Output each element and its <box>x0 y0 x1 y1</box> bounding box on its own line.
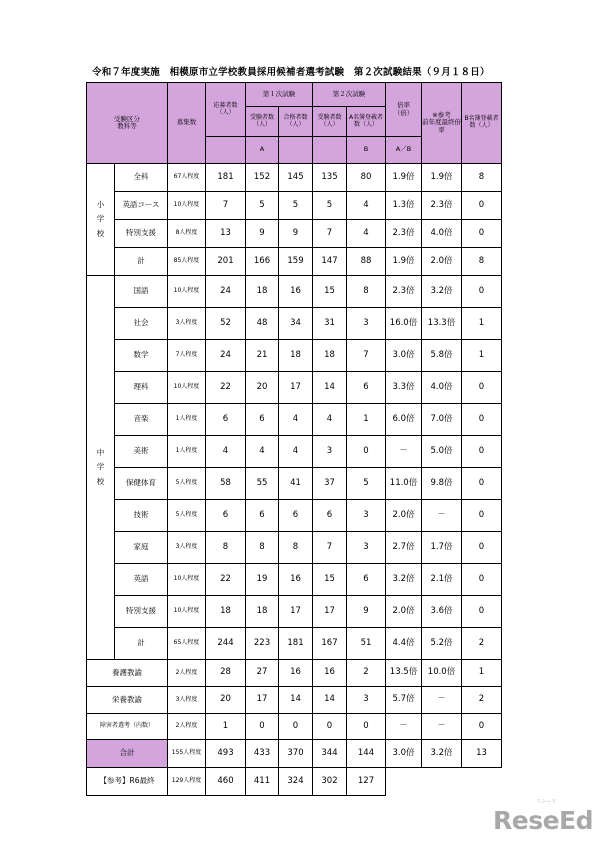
recruit-cell: 3人程度 <box>168 532 206 564</box>
applicants-cell: 4 <box>206 436 246 468</box>
applicants-cell: 58 <box>206 468 246 500</box>
t1-cell: 19 <box>246 564 279 596</box>
applicants-cell: 13 <box>206 220 246 248</box>
applicants-cell: 7 <box>206 192 246 220</box>
t1-cell: 152 <box>246 164 279 192</box>
p1-cell: 17 <box>279 372 313 404</box>
t1-cell: 433 <box>246 740 279 768</box>
b-cell: 0 <box>462 372 502 404</box>
a-cell: 5 <box>347 468 386 500</box>
a-cell: 6 <box>347 564 386 596</box>
t1-cell: 411 <box>246 768 279 796</box>
t2-cell: 14 <box>313 687 347 714</box>
recruit-cell: 155人程度 <box>168 740 206 768</box>
header-category <box>87 83 168 164</box>
subject-cell: 英語 <box>115 564 168 596</box>
t2-cell: 167 <box>313 628 347 660</box>
group-label-char: 学 <box>96 462 105 472</box>
b-cell: 0 <box>462 220 502 248</box>
ratio-cell: 3.2倍 <box>386 564 422 596</box>
ratio-cell: 2.0倍 <box>386 500 422 532</box>
p1-cell: 16 <box>279 564 313 596</box>
prev-cell: 7.0倍 <box>422 404 462 436</box>
t2-cell: 302 <box>313 768 347 796</box>
p1-cell: 159 <box>279 248 313 276</box>
b-cell: 0 <box>462 436 502 468</box>
t2-cell: 16 <box>313 660 347 687</box>
t1-cell: 223 <box>246 628 279 660</box>
header-applicants: 応募者数（人） <box>206 83 246 137</box>
prev-cell: 1.9倍 <box>422 164 462 192</box>
p1-cell: 41 <box>279 468 313 500</box>
table-row <box>87 404 502 436</box>
a-cell: 9 <box>347 596 386 628</box>
recruit-cell: 129人程度 <box>168 768 206 796</box>
p1-cell: 4 <box>279 436 313 468</box>
b-cell: 0 <box>462 404 502 436</box>
ratio-cell: 2.7倍 <box>386 532 422 564</box>
header-category-line2: 教科等 <box>117 122 137 130</box>
t2-cell: 17 <box>313 596 347 628</box>
p1-cell: 17 <box>279 596 313 628</box>
ratio-cell: 3.3倍 <box>386 372 422 404</box>
header-second-takers: 受験者数（人） <box>313 107 347 137</box>
table-body <box>87 83 502 796</box>
t2-cell: 0 <box>313 714 347 740</box>
subject-cell: 【参考】R6最終 <box>87 768 168 796</box>
recruit-cell: 85人程度 <box>168 248 206 276</box>
group-label-junior <box>87 276 115 660</box>
t2-cell: 7 <box>313 532 347 564</box>
prev-cell: 4.0倍 <box>422 372 462 404</box>
resed-logo: ReseEd <box>493 806 594 835</box>
header-first-exam: 第１次試験 <box>246 83 313 107</box>
header-mark-a: A <box>246 137 279 164</box>
ratio-cell: 4.4倍 <box>386 628 422 660</box>
prev-cell: 5.8倍 <box>422 340 462 372</box>
ratio-cell: 13.5倍 <box>386 660 422 687</box>
header-ratio-line2: （倍） <box>393 108 414 117</box>
blank-cell <box>386 768 502 796</box>
ratio-cell: 3.0倍 <box>386 340 422 372</box>
b-cell: 0 <box>462 564 502 596</box>
recruit-cell: 10人程度 <box>168 276 206 308</box>
table-row <box>87 500 502 532</box>
ratio-cell: 5.7倍 <box>386 687 422 714</box>
header-first-takers: 受験者数（人） <box>246 107 279 137</box>
applicants-cell: 201 <box>206 248 246 276</box>
applicants-cell: 22 <box>206 372 246 404</box>
group-label-char: 校 <box>96 228 105 238</box>
t1-cell: 6 <box>246 404 279 436</box>
p1-cell: 9 <box>279 220 313 248</box>
b-cell: 0 <box>462 192 502 220</box>
a-cell: 7 <box>347 340 386 372</box>
ratio-cell: 11.0倍 <box>386 468 422 500</box>
ratio-cell: 1.3倍 <box>386 192 422 220</box>
applicants-cell: 181 <box>206 164 246 192</box>
t2-cell: 344 <box>313 740 347 768</box>
subject-cell: 全科 <box>115 164 168 192</box>
b-cell: 2 <box>462 687 502 714</box>
recruit-cell: 10人程度 <box>168 564 206 596</box>
ratio-cell: 1.9倍 <box>386 248 422 276</box>
table-row <box>87 436 502 468</box>
a-cell: 3 <box>347 500 386 532</box>
subject-cell: 理科 <box>115 372 168 404</box>
header-ratio <box>386 83 422 137</box>
header-recruit: 募集数 <box>168 83 206 164</box>
table-row <box>87 248 502 276</box>
recruit-cell: 10人程度 <box>168 192 206 220</box>
header-ref-line2: 前年度最終倍率 <box>422 118 461 134</box>
header-mark-b: B <box>347 137 386 164</box>
recruit-cell: 65人程度 <box>168 628 206 660</box>
b-cell: 0 <box>462 276 502 308</box>
t1-cell: 0 <box>246 714 279 740</box>
table-row <box>87 164 502 192</box>
b-cell: 13 <box>462 740 502 768</box>
p1-cell: 0 <box>279 714 313 740</box>
a-cell: 0 <box>347 436 386 468</box>
applicants-cell: 52 <box>206 308 246 340</box>
recruit-cell: 3人程度 <box>168 308 206 340</box>
table-row <box>87 532 502 564</box>
header-ratio-line1: 倍率 <box>397 101 410 110</box>
p1-cell: 324 <box>279 768 313 796</box>
ratio-cell: 16.0倍 <box>386 308 422 340</box>
recruit-cell: 5人程度 <box>168 468 206 500</box>
a-cell: 80 <box>347 164 386 192</box>
p1-cell: 8 <box>279 532 313 564</box>
a-cell: 127 <box>347 768 386 796</box>
prev-cell: 13.3倍 <box>422 308 462 340</box>
t2-cell: 37 <box>313 468 347 500</box>
applicants-cell: 6 <box>206 404 246 436</box>
a-cell: 51 <box>347 628 386 660</box>
a-cell: 0 <box>347 714 386 740</box>
a-cell: 4 <box>347 220 386 248</box>
applicants-cell: 20 <box>206 687 246 714</box>
ratio-cell: － <box>386 714 422 740</box>
recruit-cell: 2人程度 <box>168 660 206 687</box>
b-cell: 2 <box>462 628 502 660</box>
t1-cell: 17 <box>246 687 279 714</box>
group-label-elementary <box>87 164 115 276</box>
b-cell: 1 <box>462 660 502 687</box>
reference-row <box>87 768 502 796</box>
prev-cell: 4.0倍 <box>422 220 462 248</box>
applicants-cell: 8 <box>206 532 246 564</box>
header-mark-ab: A／B <box>386 137 422 164</box>
applicants-cell: 6 <box>206 500 246 532</box>
prev-cell: 3.2倍 <box>422 740 462 768</box>
b-cell: 1 <box>462 308 502 340</box>
t1-cell: 9 <box>246 220 279 248</box>
t2-cell: 4 <box>313 404 347 436</box>
ratio-cell: 1.9倍 <box>386 164 422 192</box>
b-cell: 8 <box>462 248 502 276</box>
t1-cell: 55 <box>246 468 279 500</box>
prev-cell: － <box>422 500 462 532</box>
t2-cell: 7 <box>313 220 347 248</box>
t1-cell: 8 <box>246 532 279 564</box>
b-cell: 8 <box>462 164 502 192</box>
applicants-cell: 244 <box>206 628 246 660</box>
prev-cell: 5.0倍 <box>422 436 462 468</box>
header-prev-ratio <box>422 83 462 164</box>
b-cell: 0 <box>462 714 502 740</box>
header-category-line1: 受験区分 <box>114 114 140 123</box>
prev-cell: 5.2倍 <box>422 628 462 660</box>
recruit-cell: 8人程度 <box>168 220 206 248</box>
applicants-cell: 28 <box>206 660 246 687</box>
recruit-cell: 1人程度 <box>168 404 206 436</box>
prev-cell: 1.7倍 <box>422 532 462 564</box>
applicants-cell: 24 <box>206 340 246 372</box>
recruit-cell: 10人程度 <box>168 596 206 628</box>
ratio-cell: 2.3倍 <box>386 276 422 308</box>
ratio-cell: 6.0倍 <box>386 404 422 436</box>
applicants-cell: 460 <box>206 768 246 796</box>
table-row <box>87 564 502 596</box>
subject-cell: 社会 <box>115 308 168 340</box>
group-label-char: 学 <box>96 214 105 224</box>
p1-cell: 4 <box>279 404 313 436</box>
p1-cell: 145 <box>279 164 313 192</box>
t2-cell: 14 <box>313 372 347 404</box>
t2-cell: 31 <box>313 308 347 340</box>
table-row <box>87 192 502 220</box>
subject-cell: 特別支援 <box>115 220 168 248</box>
header-blank-passers <box>279 137 313 164</box>
t1-cell: 6 <box>246 500 279 532</box>
p1-cell: 16 <box>279 276 313 308</box>
p1-cell: 16 <box>279 660 313 687</box>
t1-cell: 4 <box>246 436 279 468</box>
subject-cell: 美術 <box>115 436 168 468</box>
total-row <box>87 740 502 768</box>
t2-cell: 18 <box>313 340 347 372</box>
t1-cell: 20 <box>246 372 279 404</box>
t1-cell: 5 <box>246 192 279 220</box>
table-row <box>87 596 502 628</box>
applicants-cell: 1 <box>206 714 246 740</box>
p1-cell: 14 <box>279 687 313 714</box>
p1-cell: 18 <box>279 340 313 372</box>
header-first-passers: 合格者数（人） <box>279 107 313 137</box>
header-blank-second <box>313 137 347 164</box>
ratio-cell: 3.0倍 <box>386 740 422 768</box>
t2-cell: 15 <box>313 276 347 308</box>
logo-subtext: リシード <box>536 799 557 805</box>
document-title: 令和７年度実施 相模原市立学校教員採用候補者選考試験 第２次試験結果（９月１８日） <box>92 67 490 78</box>
table-row <box>87 308 502 340</box>
subject-cell: 計 <box>115 248 168 276</box>
t2-cell: 6 <box>313 500 347 532</box>
recruit-cell: 10人程度 <box>168 372 206 404</box>
ratio-cell: 2.0倍 <box>386 596 422 628</box>
prev-cell: 9.8倍 <box>422 468 462 500</box>
t2-cell: 135 <box>313 164 347 192</box>
group-label-char: 校 <box>96 476 105 486</box>
p1-cell: 5 <box>279 192 313 220</box>
header-ref-line1: ※参考 <box>432 110 451 119</box>
table-row <box>87 714 502 740</box>
prev-cell: 2.1倍 <box>422 564 462 596</box>
t2-cell: 5 <box>313 192 347 220</box>
a-cell: 4 <box>347 192 386 220</box>
recruit-cell: 1人程度 <box>168 436 206 468</box>
table-row <box>87 687 502 714</box>
applicants-cell: 18 <box>206 596 246 628</box>
prev-cell: － <box>422 687 462 714</box>
t2-cell: 147 <box>313 248 347 276</box>
p1-cell: 34 <box>279 308 313 340</box>
subject-cell: 音楽 <box>115 404 168 436</box>
a-cell: 3 <box>347 532 386 564</box>
a-cell: 144 <box>347 740 386 768</box>
ratio-cell: 2.3倍 <box>386 220 422 248</box>
results-table <box>86 82 502 796</box>
a-cell: 8 <box>347 276 386 308</box>
recruit-cell: 5人程度 <box>168 500 206 532</box>
subject-cell: 計 <box>115 628 168 660</box>
applicants-cell: 493 <box>206 740 246 768</box>
t2-cell: 15 <box>313 564 347 596</box>
recruit-cell: 2人程度 <box>168 714 206 740</box>
t1-cell: 166 <box>246 248 279 276</box>
t1-cell: 27 <box>246 660 279 687</box>
subject-cell: 養護教諭 <box>87 660 168 687</box>
group-label-char: 小 <box>96 200 105 210</box>
table-row <box>87 220 502 248</box>
applicants-cell: 24 <box>206 276 246 308</box>
prev-cell: － <box>422 714 462 740</box>
prev-cell: 2.3倍 <box>422 192 462 220</box>
t1-cell: 48 <box>246 308 279 340</box>
recruit-cell: 7人程度 <box>168 340 206 372</box>
table-row <box>87 628 502 660</box>
a-cell: 3 <box>347 687 386 714</box>
b-cell: 0 <box>462 532 502 564</box>
recruit-cell: 67人程度 <box>168 164 206 192</box>
t1-cell: 18 <box>246 596 279 628</box>
subject-cell: 合計 <box>87 740 168 768</box>
p1-cell: 370 <box>279 740 313 768</box>
b-cell: 0 <box>462 596 502 628</box>
table-row <box>87 340 502 372</box>
p1-cell: 6 <box>279 500 313 532</box>
subject-cell: 技術 <box>115 500 168 532</box>
b-cell: 0 <box>462 468 502 500</box>
recruit-cell: 3人程度 <box>168 687 206 714</box>
prev-cell: 10.0倍 <box>422 660 462 687</box>
subject-cell: 栄養教諭 <box>87 687 168 714</box>
a-cell: 6 <box>347 372 386 404</box>
t1-cell: 18 <box>246 276 279 308</box>
a-cell: 88 <box>347 248 386 276</box>
ratio-cell: － <box>386 436 422 468</box>
header-second-exam: 第２次試験 <box>313 83 386 107</box>
b-cell: 0 <box>462 500 502 532</box>
a-cell: 2 <box>347 660 386 687</box>
prev-cell: 3.2倍 <box>422 276 462 308</box>
header-b-list: B名簿登載者数（人） <box>462 83 502 164</box>
applicants-cell: 22 <box>206 564 246 596</box>
t1-cell: 21 <box>246 340 279 372</box>
group-label-char: 中 <box>96 448 105 458</box>
t2-cell: 3 <box>313 436 347 468</box>
header-applicants-blank <box>206 137 246 164</box>
prev-cell: 3.6倍 <box>422 596 462 628</box>
a-cell: 3 <box>347 308 386 340</box>
b-cell: 1 <box>462 340 502 372</box>
table-row <box>87 660 502 687</box>
subject-cell: 障害者選考（内数） <box>87 714 168 740</box>
subject-cell: 特別支援 <box>115 596 168 628</box>
p1-cell: 181 <box>279 628 313 660</box>
table-row <box>87 276 502 308</box>
subject-cell: 数学 <box>115 340 168 372</box>
subject-cell: 家庭 <box>115 532 168 564</box>
subject-cell: 保健体育 <box>115 468 168 500</box>
prev-cell: 2.0倍 <box>422 248 462 276</box>
table-row <box>87 372 502 404</box>
table-row <box>87 468 502 500</box>
header-a-list: A名簿登載者数（人） <box>347 107 386 137</box>
subject-cell: 国語 <box>115 276 168 308</box>
subject-cell: 英語コース <box>115 192 168 220</box>
a-cell: 1 <box>347 404 386 436</box>
